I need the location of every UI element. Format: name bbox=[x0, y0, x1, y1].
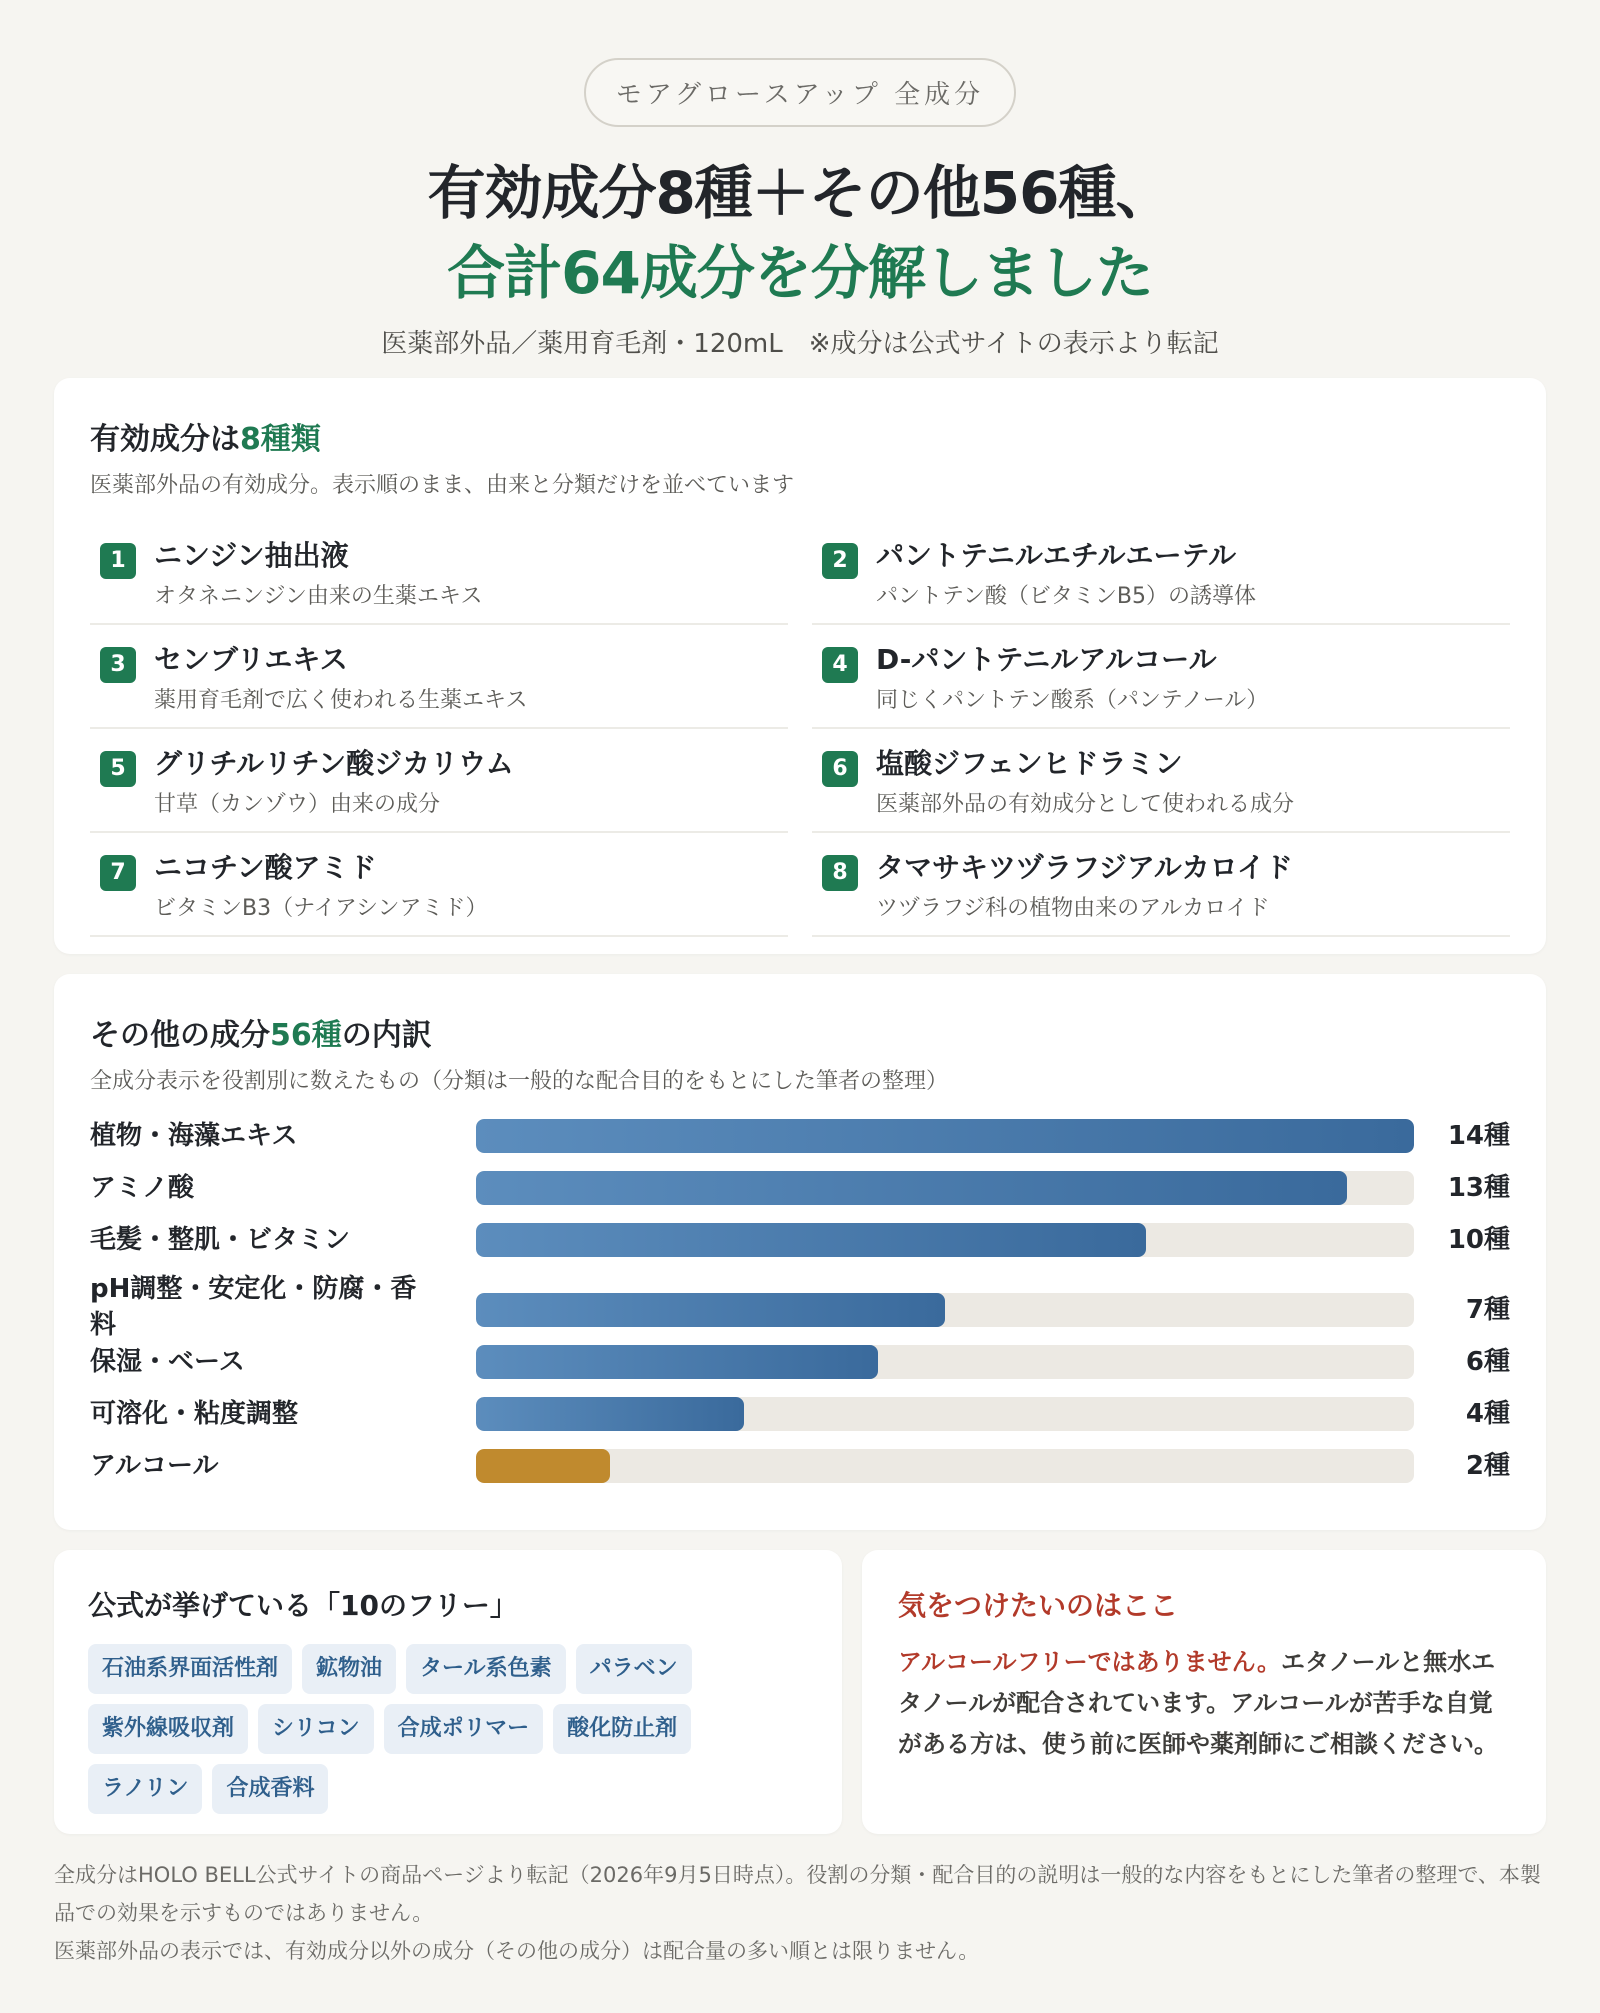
bar-value-label: 14種 bbox=[1447, 1121, 1510, 1151]
breakdown-card bbox=[54, 974, 1546, 1530]
bar-category-label: 保湿・ベース bbox=[90, 1347, 245, 1377]
breakdown-heading bbox=[90, 1010, 1510, 1054]
bar bbox=[476, 1397, 744, 1431]
bar-value-label: 2種 bbox=[1465, 1451, 1510, 1481]
free-heading: 公式が挙げている「10のフリー」 bbox=[88, 1589, 518, 1622]
bar-row bbox=[90, 1169, 1510, 1221]
ingredient-desc: 医薬部外品の有効成分として使われる成分 bbox=[876, 792, 1295, 817]
bar-value-label: 6種 bbox=[1465, 1347, 1510, 1377]
ingredient-number-badge: 6 bbox=[822, 751, 858, 787]
warning-heading: 気をつけたいのはここ bbox=[898, 1589, 1179, 1622]
ingredient-desc: パントテン酸（ビタミンB5）の誘導体 bbox=[876, 584, 1256, 609]
free-chip: 鉱物油 bbox=[302, 1644, 396, 1694]
ingredient-item bbox=[812, 625, 1510, 729]
warning-text bbox=[898, 1642, 1510, 1765]
free-chip: シリコン bbox=[258, 1704, 374, 1754]
ingredient-name: センブリエキス bbox=[154, 643, 348, 676]
ingredient-name: ニコチン酸アミド bbox=[154, 851, 377, 884]
ingredient-item bbox=[812, 833, 1510, 937]
ingredient-desc: 薬用育毛剤で広く使われる生薬エキス bbox=[154, 688, 528, 713]
page-header bbox=[0, 0, 1600, 360]
footnote-line1: 全成分はHOLO BELL公式サイトの商品ページより転記（2026年9月5日時点）。役割の分類・配合目的の説明は一般的な内容をもとにした筆者の整理で、本製品での効果を示すものではありません。 bbox=[54, 1863, 1541, 1925]
ingredient-number-badge: 2 bbox=[822, 543, 858, 579]
bar bbox=[476, 1293, 945, 1327]
footnote bbox=[54, 1856, 1546, 1970]
bar-category-label: pH調整・安定化・防腐・香料 bbox=[90, 1274, 417, 1340]
free-list-card bbox=[54, 1550, 842, 1834]
ingredient-desc: 同じくパントテン酸系（パンテノール） bbox=[876, 688, 1269, 713]
bar-value-label: 10種 bbox=[1447, 1225, 1510, 1255]
warning-emphasis: アルコールフリーではありません。 bbox=[898, 1648, 1282, 1676]
warning-card bbox=[862, 1550, 1546, 1834]
active-ingredients-card bbox=[54, 378, 1546, 954]
free-chip: パラベン bbox=[576, 1644, 692, 1694]
ingredient-item bbox=[90, 833, 788, 937]
free-chip: ラノリン bbox=[88, 1764, 202, 1814]
bar-row bbox=[90, 1273, 1510, 1343]
ingredient-number-badge: 4 bbox=[822, 647, 858, 683]
ingredient-number-badge: 3 bbox=[100, 647, 136, 683]
ingredient-name: ニンジン抽出液 bbox=[154, 539, 349, 572]
breakdown-lead: 全成分表示を役割別に数えたもの（分類は一般的な配合目的をもとにした筆者の整理） bbox=[90, 1069, 949, 1094]
active-heading-count: 8種類 bbox=[240, 422, 321, 457]
bar bbox=[476, 1449, 610, 1483]
footnote-line2: 医薬部外品の表示では、有効成分以外の成分（その他の成分）は配合量の多い順とは限りません。 bbox=[54, 1939, 980, 1963]
active-lead: 医薬部外品の有効成分。表示順のまま、由来と分類だけを並べています bbox=[90, 473, 795, 498]
bar-track bbox=[476, 1223, 1414, 1257]
bar-track bbox=[476, 1345, 1414, 1379]
ingredient-name: グリチルリチン酸ジカリウム bbox=[154, 747, 514, 780]
bar-value-label: 13種 bbox=[1447, 1173, 1510, 1203]
ingredient-number-badge: 5 bbox=[100, 751, 136, 787]
ingredient-item bbox=[812, 729, 1510, 833]
free-chip: 紫外線吸収剤 bbox=[88, 1704, 248, 1754]
active-heading bbox=[90, 414, 1510, 458]
ingredient-number-badge: 7 bbox=[100, 855, 136, 891]
page-title-line1: 有効成分8種＋その他56種、 bbox=[427, 159, 1173, 227]
bar-row bbox=[90, 1395, 1510, 1447]
bar bbox=[476, 1119, 1414, 1153]
free-chip: タール系色素 bbox=[406, 1644, 566, 1694]
bar bbox=[476, 1171, 1347, 1205]
page-title-line2: 合計64成分を分解しました bbox=[447, 239, 1153, 307]
bar-track bbox=[476, 1293, 1414, 1327]
breakdown-heading-text: その他の成分 bbox=[90, 1018, 270, 1053]
ingredient-number-badge: 1 bbox=[100, 543, 136, 579]
free-chip: 石油系界面活性剤 bbox=[88, 1644, 292, 1694]
bar-track bbox=[476, 1449, 1414, 1483]
ingredient-item bbox=[90, 729, 788, 833]
breakdown-heading-count: 56種 bbox=[270, 1018, 342, 1053]
ingredient-item bbox=[90, 625, 788, 729]
bar-category-label: 毛髪・整肌・ビタミン bbox=[90, 1225, 351, 1255]
active-ingredients-grid bbox=[90, 521, 1510, 937]
free-chip: 合成ポリマー bbox=[384, 1704, 544, 1754]
breakdown-heading-suffix: の内訳 bbox=[341, 1018, 432, 1053]
bar bbox=[476, 1223, 1146, 1257]
ingredient-desc: ビタミンB3（ナイアシンアミド） bbox=[154, 896, 488, 921]
bar-category-label: アルコール bbox=[90, 1451, 219, 1481]
product-tag: モアグロースアップ 全成分 bbox=[584, 58, 1016, 127]
bar-value-label: 4種 bbox=[1465, 1399, 1510, 1429]
ingredient-number-badge: 8 bbox=[822, 855, 858, 891]
ingredient-name: タマサキツヅラフジアルカロイド bbox=[876, 851, 1293, 884]
ingredient-item bbox=[812, 521, 1510, 625]
bar-row bbox=[90, 1447, 1510, 1499]
bar-track bbox=[476, 1119, 1414, 1153]
free-chip: 合成香料 bbox=[212, 1764, 328, 1814]
bar bbox=[476, 1345, 878, 1379]
ingredient-item bbox=[90, 521, 788, 625]
bar-track bbox=[476, 1171, 1414, 1205]
bar-value-label: 7種 bbox=[1465, 1295, 1510, 1325]
warning-body: エタノールと無水エタノールが配合されています。アルコールが苦手な自覚がある方は、使う前に医師や薬剤師にご相談ください。 bbox=[898, 1648, 1498, 1758]
bar-chart bbox=[90, 1117, 1510, 1499]
bar-track bbox=[476, 1397, 1414, 1431]
active-heading-text: 有効成分は bbox=[90, 422, 240, 457]
ingredient-name: D-パントテニルアルコール bbox=[876, 643, 1217, 676]
free-chip-list bbox=[88, 1644, 728, 1814]
ingredient-name: パントテニルエチルエーテル bbox=[876, 539, 1237, 572]
bar-category-label: 可溶化・粘度調整 bbox=[90, 1399, 299, 1429]
ingredient-desc: オタネニンジン由来の生薬エキス bbox=[154, 584, 483, 609]
bar-row bbox=[90, 1117, 1510, 1169]
ingredient-desc: ツヅラフジ科の植物由来のアルカロイド bbox=[876, 896, 1270, 921]
bar-category-label: アミノ酸 bbox=[90, 1173, 195, 1203]
bar-category-label: 植物・海藻エキス bbox=[90, 1121, 298, 1151]
page-subtitle: 医薬部外品／薬用育毛剤・120mL ※成分は公式サイトの表示より転記 bbox=[381, 329, 1219, 359]
ingredient-desc: 甘草（カンゾウ）由来の成分 bbox=[154, 792, 441, 817]
bar-row bbox=[90, 1221, 1510, 1273]
free-chip: 酸化防止剤 bbox=[553, 1704, 691, 1754]
ingredient-name: 塩酸ジフェンヒドラミン bbox=[876, 747, 1183, 780]
bar-row bbox=[90, 1343, 1510, 1395]
